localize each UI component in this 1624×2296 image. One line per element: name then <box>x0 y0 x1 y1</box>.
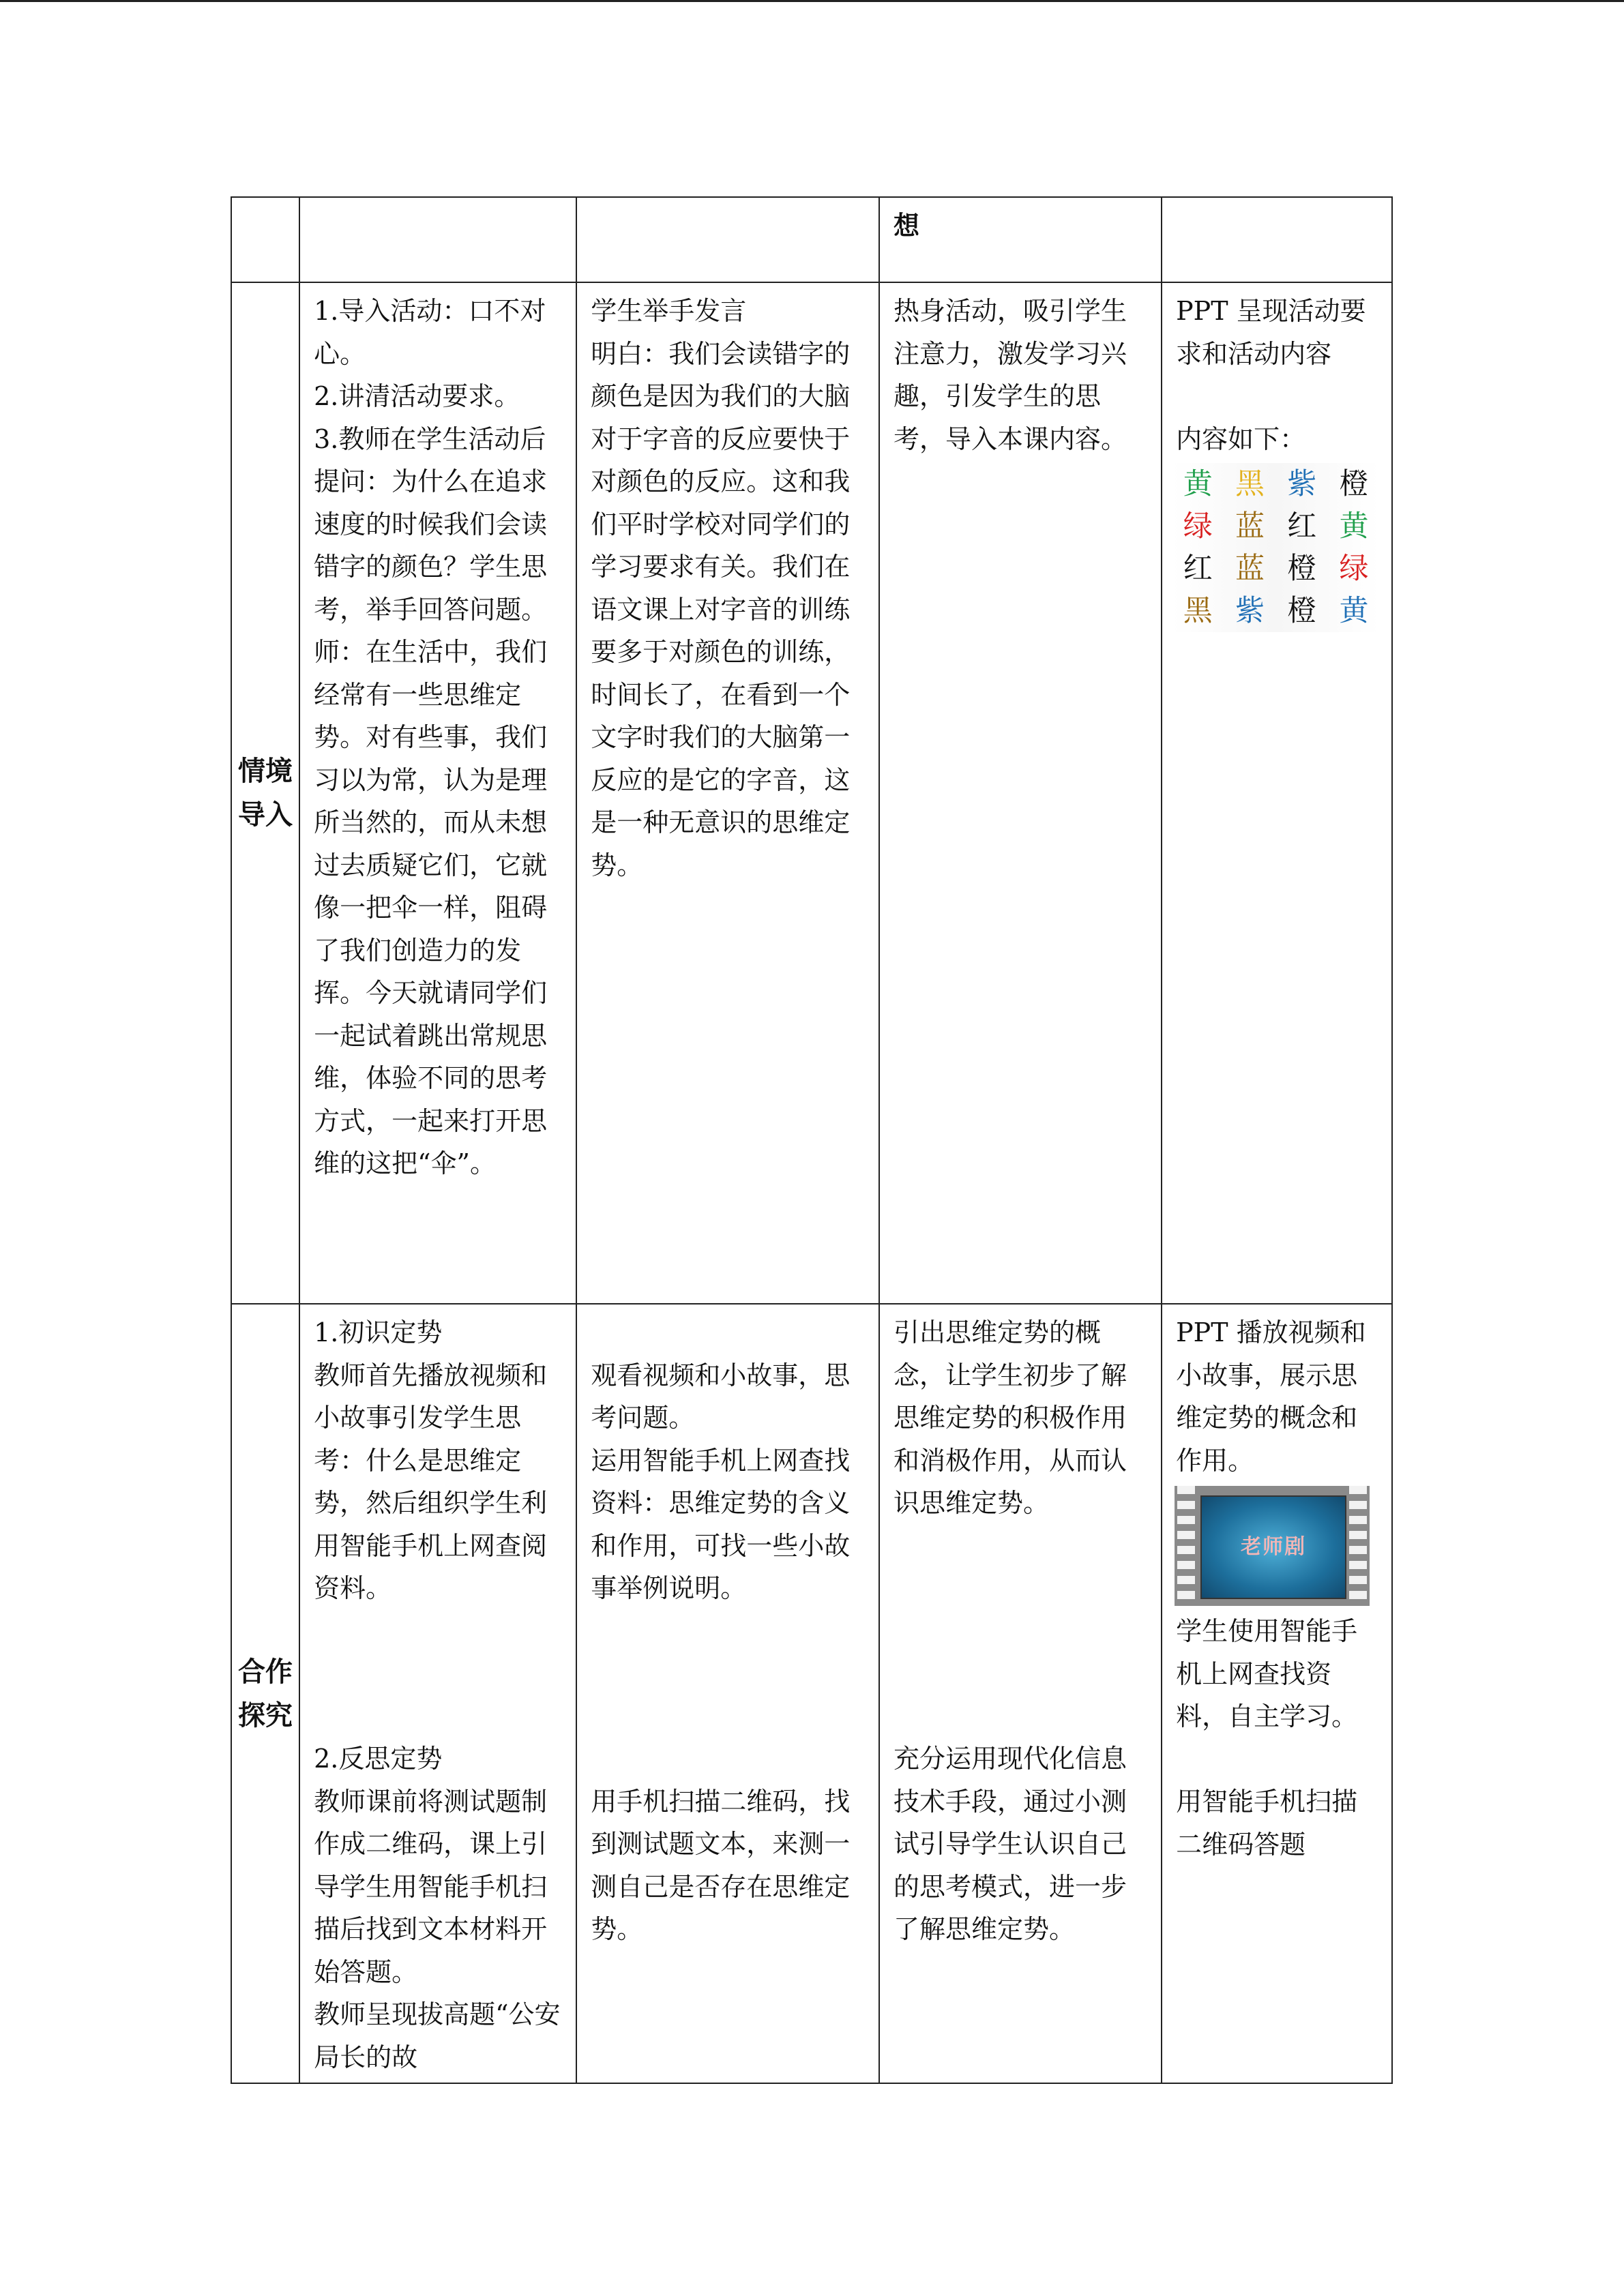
explore-media-c: 用智能手机扫描二维码答题 <box>1176 1787 1358 1860</box>
cell-media-empty <box>1162 197 1392 282</box>
intro-teacher-p2: 2.讲清活动要求。 <box>314 381 520 411</box>
stage-intro-line2: 导入 <box>238 799 293 831</box>
explore-teacher-b2-text: 教师呈现拔高题“公安局长的故 <box>314 1999 561 2072</box>
intro-student-p2: 明白：我们会读错字的颜色是因为我们的大脑对于字音的反应要快于对颜色的反应。这和我们平时学校对同学们的学习要求有关。我们在语文课上对字音的训练要多于对颜色的训练，时间长了，在看到一个文字时我们的大脑第一反应的是它的字音，这是一种无意识的思维定势。 <box>591 338 851 880</box>
stroop-word-14: 橙 <box>1287 594 1317 628</box>
stroop-color-word-grid <box>1172 463 1380 632</box>
table-row-continued <box>231 197 1392 282</box>
intro-teacher-p4: 师：在生活中，我们经常有一些思维定势。对有些事，我们习以为常，认为是理所当然的，而从未想过去质疑它们，它就像一把伞一样，阻碍了我们创造力的发挥。今天就请同学们一起试着跳出常规思维，体验不同的思考方式，一起来打开思维的这把“伞”。 <box>314 637 548 1178</box>
cell-student-empty <box>576 197 879 282</box>
stroop-word-3: 橙 <box>1339 467 1369 501</box>
stroop-word-8: 红 <box>1183 552 1213 586</box>
explore-media-b: 学生使用智能手机上网查找资料，自主学习。 <box>1176 1616 1358 1731</box>
stage-intro <box>231 282 299 1304</box>
stroop-word-4: 绿 <box>1183 509 1213 543</box>
stroop-word-7: 黄 <box>1339 509 1369 543</box>
explore-intent-a: 引出思维定势的概念，让学生初步了解思维定势的积极作用和消极作用，从而认识思维定势。 <box>893 1317 1127 1518</box>
explore-student-a2: 运用智能手机上网查找资料：思维定势的含义和作用，可找一些小故事举例说明。 <box>591 1445 851 1603</box>
cell-explore-student <box>576 1304 879 2083</box>
top-border-line <box>0 0 1624 2</box>
stage-intro-line1: 情境 <box>238 756 293 787</box>
stroop-word-15: 黄 <box>1339 594 1369 628</box>
film-perforation-right <box>1349 1486 1367 1606</box>
stroop-word-11: 绿 <box>1339 552 1369 586</box>
stroop-word-9: 蓝 <box>1235 552 1265 586</box>
explore-teacher-b-title: 2.反思定势 <box>314 1744 443 1774</box>
cell-teacher-empty <box>299 197 576 282</box>
stroop-word-5: 蓝 <box>1235 509 1265 543</box>
stage-explore-line1: 合作 <box>238 1656 293 1688</box>
intro-media-line1: PPT 呈现活动要求和活动内容 <box>1176 296 1366 369</box>
cell-intro-intent <box>879 282 1162 1304</box>
intro-media-line2: 内容如下： <box>1176 423 1306 454</box>
stroop-word-2: 紫 <box>1287 467 1317 501</box>
explore-student-a1: 观看视频和小故事，思考问题。 <box>591 1360 851 1433</box>
explore-student-b: 用手机扫描二维码，找到测试题文本，来测一测自己是否存在思维定势。 <box>591 1786 851 1944</box>
cell-intro-teacher <box>299 282 576 1304</box>
cell-intro-media <box>1162 282 1392 1304</box>
stroop-word-10: 橙 <box>1287 552 1317 586</box>
stroop-word-12: 黑 <box>1183 594 1213 628</box>
explore-intent-b: 充分运用现代化信息技术手段，通过小测试引导学生认识自己的思考模式，进一步了解思维定势。 <box>893 1744 1127 1944</box>
cell-stage-empty <box>231 197 299 282</box>
stage-explore <box>231 1304 299 2083</box>
table-row-intro <box>231 282 1392 1304</box>
table-row-explore <box>231 1304 1392 2083</box>
explore-media-a: PPT 播放视频和小故事，展示思维定势的概念和作用。 <box>1176 1317 1366 1476</box>
stroop-word-6: 红 <box>1287 509 1317 543</box>
intro-student-p1: 学生举手发言 <box>591 296 747 326</box>
film-perforation-left <box>1177 1486 1195 1606</box>
intro-teacher-p1: 1.导入活动：口不对心。 <box>314 296 546 369</box>
lesson-plan-table <box>231 196 1393 2084</box>
video-screen <box>1200 1495 1346 1599</box>
intro-intent-text: 热身活动，吸引学生注意力，激发学习兴趣，引发学生的思考，导入本课内容。 <box>893 296 1127 454</box>
explore-teacher-a-title: 1.初识定势 <box>314 1317 443 1347</box>
explore-teacher-a-text: 教师首先播放视频和小故事引发学生思考：什么是思维定势，然后组织学生利用智能手机上网查阅资料。 <box>314 1360 548 1603</box>
intent-tail-text: 想 <box>893 211 919 241</box>
intro-teacher-p3: 3.教师在学生活动后提问：为什么在追求速度的时候我们会读错字的颜色？学生思考，举手回答问题。 <box>314 423 548 625</box>
stage-explore-line2: 探究 <box>238 1699 293 1731</box>
stroop-word-13: 紫 <box>1235 594 1265 628</box>
cell-explore-teacher <box>299 1304 576 2083</box>
stroop-word-1: 黑 <box>1235 467 1265 501</box>
video-film-thumbnail <box>1175 1486 1370 1606</box>
explore-teacher-b-text: 教师课前将测试题制作成二维码，课上引导学生用智能手机扫描后找到文本材料开始答题。 <box>314 1786 548 1987</box>
cell-explore-intent <box>879 1304 1162 2083</box>
cell-intent-tail <box>879 197 1162 282</box>
video-title-text: 老师剧 <box>1241 1534 1307 1559</box>
cell-explore-media <box>1162 1304 1392 2083</box>
stroop-word-0: 黄 <box>1183 467 1213 501</box>
cell-intro-student <box>576 282 879 1304</box>
